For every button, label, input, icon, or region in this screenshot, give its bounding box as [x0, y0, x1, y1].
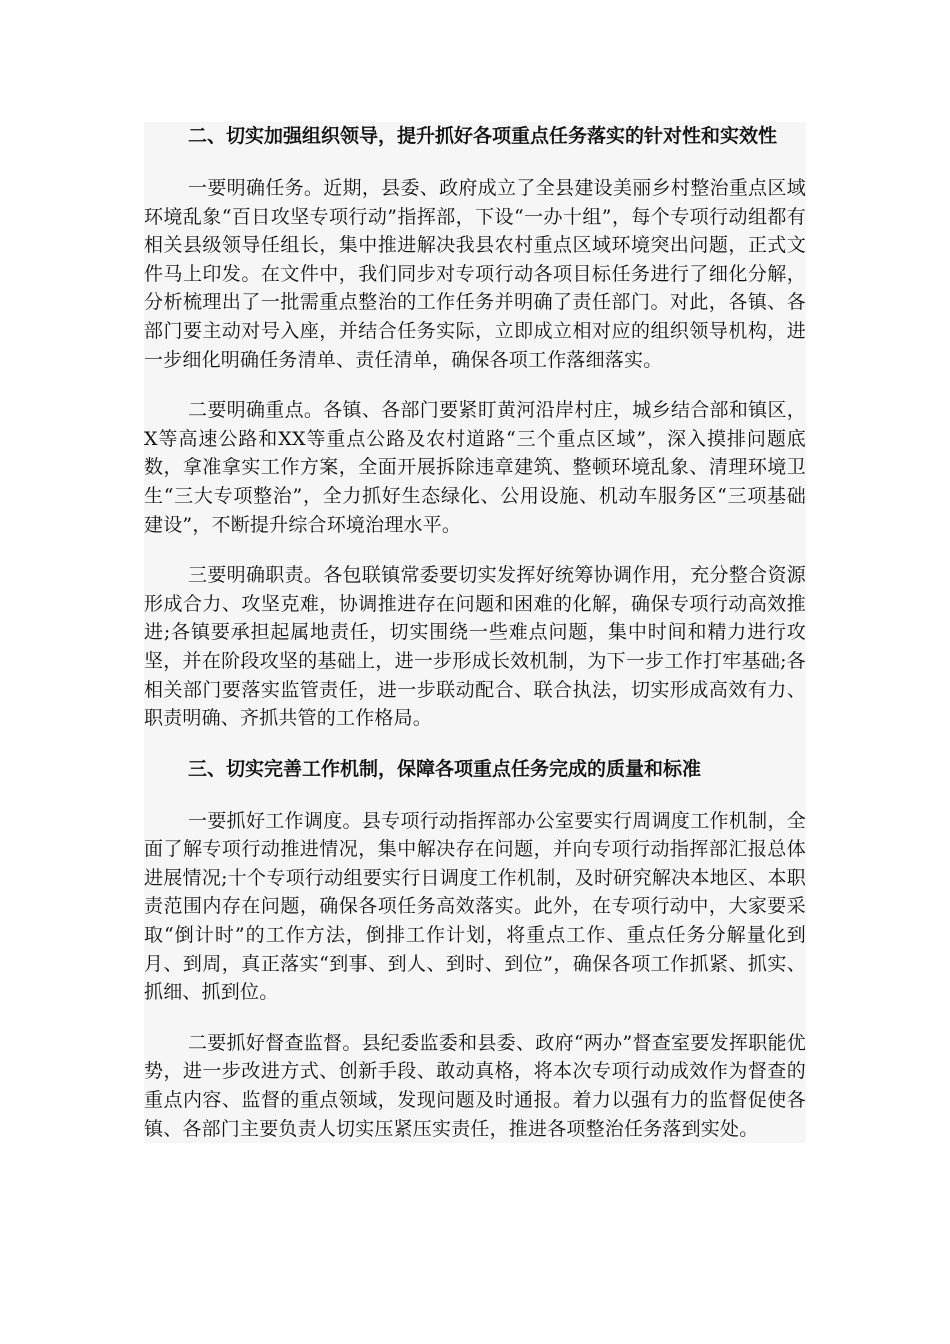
paragraph-duty: 三要明确职责。各包联镇常委要切实发挥好统筹协调作用，充分整合资源形成合力、攻坚克难，协调推进存在问题和困难的化解，确保专项行动高效推进;各镇要承担起属地责任，切实围绕一些难点问题，集中时间和精力进行攻坚，并在阶段攻坚的基础上，进一步形成长效机制，为下一步工作打牢基础;各相关部门要落实监管责任，进一步联动配合、联合执法，切实形成高效有力、职责明确、齐抓共管的工作格局。 [144, 564, 806, 730]
paragraph-supervision: 二要抓好督查监督。县纪委监委和县委、政府“两办”督查室要发挥职能优势，进一步改进方式、创新手段、敢动真格，将本次专项行动成效作为督查的重点内容、监督的重点领域，发现问题及时通报。着力以强有力的监督促使各镇、各部门主要负责人切实压紧压实责任，推进各项整治任务落到实处。 [144, 1031, 806, 1140]
spacer [144, 783, 806, 807]
spacer [144, 733, 806, 755]
section-heading-3: 三、切实完善工作机制，保障各项重点任务完成的质量和标准 [188, 757, 702, 780]
spacer [144, 374, 806, 396]
paragraph-focus: 二要明确重点。各镇、各部门要紧盯黄河沿岸村庄，城乡结合部和镇区，X等高速公路和XX等重点公路及农村道路“三个重点区域”，深入摸排问题底数，拿准拿实工作方案，全面开展拆除违章建筑、整顿环境乱象、清理环境卫生“三大专项整治”，全力抓好生态绿化、公用设施、机动车服务区“三项基础建设”，不断提升综合环境治理水平。 [144, 399, 806, 536]
paragraph-scheduling: 一要抓好工作调度。县专项行动指挥部办公室要实行周调度工作机制，全面了解专项行动推进情况，集中解决存在问题，并向专项行动指挥部汇报总体进展情况;十个专项行动组要实行日调度工作机制，及时研究解决本地区、本职责范围内存在问题，确保各项任务高效落实。此外，在专项行动中，大家要采取“倒计时”的工作方法，倒排工作计划，将重点工作、重点任务分解量化到月、到周，真正落实“到事、到人、到时、到位”，确保各项工作抓紧、抓实、抓细、抓到位。 [144, 809, 806, 1004]
spacer [144, 539, 806, 561]
section-heading-2: 二、切实加强组织领导，提升抓好各项重点任务落实的针对性和实效性 [188, 125, 778, 147]
paragraph-task: 一要明确任务。近期，县委、政府成立了全县建设美丽乡村整治重点区域环境乱象“百日攻坚专项行动”指挥部，下设“一办十组”，每个专项行动组都有相关县级领导任组长，集中推进解决我县农村重点区域环境突出问题，正式文件马上印发。在文件中，我们同步对专项行动各项目标任务进行了细化分解，分析梳理出了一批需重点整治的工作任务并明确了责任部门。对此，各镇、各部门要主动对号入座，并结合任务实际，立即成立相对应的组织领导机构，进一步细化明确任务清单、责任清单，确保各项工作落细落实。 [144, 177, 806, 371]
spacer [144, 1007, 806, 1029]
spacer [144, 150, 806, 174]
document-body [144, 122, 806, 1143]
